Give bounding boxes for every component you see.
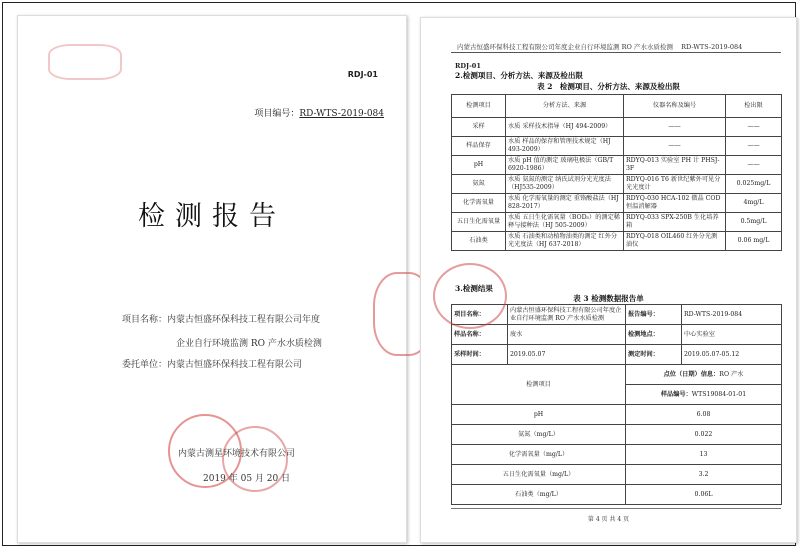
faded-stamp	[48, 44, 122, 80]
client: 委托单位：内蒙古恒盛环保科技工程有限公司	[122, 360, 303, 370]
table-cell: 水质 五日生化需氧量（BOD₅）的测定稀释与接种法（HJ 505-2009）	[506, 213, 624, 232]
table-cell: 采样	[452, 118, 506, 137]
doc-code: RDJ-01	[347, 70, 378, 79]
footer-divider	[451, 508, 781, 509]
table-cell: 水质 化学需氧量的测定 重铬酸盐法（HJ 828-2017）	[506, 194, 624, 213]
report-title: 检测报告	[138, 201, 286, 232]
table-3-caption: 表 3 检测数据报告单	[573, 294, 644, 303]
project-name-line1: 项目名称：内蒙古恒盛环保科技工程有限公司年度	[122, 315, 321, 325]
cross-page-seal	[433, 263, 507, 329]
table-cell: 0.025mg/L	[726, 175, 782, 194]
table-cell: 石油类	[452, 232, 506, 251]
table-cell: 检测地点：	[626, 325, 682, 345]
table-row	[452, 232, 782, 251]
table-row	[452, 175, 782, 194]
table-cell: 点位（日期）信息：RO 产水	[626, 365, 782, 385]
column-header: 分析方法、来源	[506, 95, 624, 118]
table-cell: 样品编号：WTS19084-01-01	[626, 385, 782, 405]
table-row	[452, 405, 782, 425]
table-cell: 废水	[508, 325, 626, 345]
doc-code: RDJ-01	[455, 62, 481, 70]
table-header-row	[452, 95, 782, 118]
table-cell: 化学需氧量（mg/L）	[452, 445, 626, 465]
table-cell: 2019.05.07-05.12	[682, 345, 782, 365]
table-cell: 氨氮	[452, 175, 506, 194]
table-cell: 采样时间：	[452, 345, 508, 365]
table-cell: 项目名称：	[452, 305, 508, 325]
project-name-line2: 企业自行环境监测 RO 产水水质检测	[176, 339, 322, 349]
table-row	[452, 485, 782, 505]
table-cell: 水质 样品的保存和管理技术规定（HJ 493-2009）	[506, 137, 624, 156]
page-number: 第 4 页 共 4 页	[587, 516, 630, 523]
issue-date: 2019 年 05 月 20 日	[203, 474, 291, 484]
table-cell: ——	[624, 137, 726, 156]
page-header: 内蒙古恒盛环保科技工程有限公司年度企业自行环境监测 RO 产水水质检测 RD-WTS-2019-084	[457, 43, 743, 51]
table-cell: RDYQ-033 SPX-250B 生化培养箱	[624, 213, 726, 232]
table-cell: pH	[452, 405, 626, 425]
table-row	[452, 465, 782, 485]
table-2-caption: 表 2 检测项目、分析方法、来源及检出限	[537, 82, 680, 91]
methods-table	[451, 94, 782, 251]
table-cell: 报告编号：	[626, 305, 682, 325]
table-cell: RDYQ-016 T6 新世纪紫外可见分光光度计	[624, 175, 726, 194]
section-2-title: 2.检测项目、分析方法、来源及检出限	[455, 71, 583, 80]
results-table	[451, 304, 782, 505]
table-row	[452, 365, 782, 385]
table-cell: 4mg/L	[726, 194, 782, 213]
table-cell: 检测项目	[452, 365, 626, 405]
table-cell: 水质 采样技术指导（HJ 494-2009）	[506, 118, 624, 137]
table-row	[452, 118, 782, 137]
table-row	[452, 445, 782, 465]
table-cell: 样品名称：	[452, 325, 508, 345]
table-row	[452, 325, 782, 345]
table-cell: ——	[726, 156, 782, 175]
table-cell: ——	[726, 118, 782, 137]
table-cell: 0.06L	[626, 485, 782, 505]
table-cell: 石油类（mg/L）	[452, 485, 626, 505]
column-header: 检测项目	[452, 95, 506, 118]
table-row	[452, 156, 782, 175]
table-cell: RDYQ-030 HCA-102 微晶 COD 恒温消解器	[624, 194, 726, 213]
table-cell: 测定时间：	[626, 345, 682, 365]
table-cell: 3.2	[626, 465, 782, 485]
table-row	[452, 137, 782, 156]
table-cell: 五日生化需氧量（mg/L）	[452, 465, 626, 485]
table-cell: 0.5mg/L	[726, 213, 782, 232]
table-cell: ——	[624, 118, 726, 137]
table-row	[452, 213, 782, 232]
table-row	[452, 425, 782, 445]
project-number: 项目编号：RD-WTS-2019-084	[254, 109, 384, 119]
table-cell: RDYQ-018 OIL460 红外分光测油仪	[624, 232, 726, 251]
table-cell: 13	[626, 445, 782, 465]
table-cell: 0.022	[626, 425, 782, 445]
table-cell: 水质 pH 值的测定 玻璃电极法（GB/T 6920-1986）	[506, 156, 624, 175]
table-cell: 中心实验室	[682, 325, 782, 345]
column-header: 仪器名称及编号	[624, 95, 726, 118]
table-cell: pH	[452, 156, 506, 175]
table-cell: 6.08	[626, 405, 782, 425]
table-cell: 内蒙古恒盛环保科技工程有限公司年度企业自行环境监测 RO 产水水质检测	[508, 305, 626, 325]
table-cell: 五日生化需氧量	[452, 213, 506, 232]
header-divider	[451, 52, 781, 53]
section-3-title: 3.检测结果	[455, 284, 493, 293]
table-cell: 水质 石油类和动植物油类的测定 红外分光光度法（HJ 637-2018）	[506, 232, 624, 251]
issuer: 内蒙古测星环境技术有限公司	[178, 449, 296, 459]
table-cell: ——	[726, 137, 782, 156]
table-cell: 氨氮（mg/L）	[452, 425, 626, 445]
table-row	[452, 194, 782, 213]
cover-page	[17, 15, 407, 543]
column-header: 检出限	[726, 95, 782, 118]
table-cell: 0.06 mg/L	[726, 232, 782, 251]
document-frame	[2, 2, 796, 546]
table-cell: RDYQ-013 实验室 PH 计 PHSJ-3F	[624, 156, 726, 175]
table-cell: 化学需氧量	[452, 194, 506, 213]
table-cell: 2019.05.07	[508, 345, 626, 365]
table-cell: 样品保存	[452, 137, 506, 156]
table-row	[452, 345, 782, 365]
table-cell: RD-WTS-2019-084	[682, 305, 782, 325]
table-cell: 水质 氨氮的测定 纳氏试剂分光光度法（HJ535-2009）	[506, 175, 624, 194]
